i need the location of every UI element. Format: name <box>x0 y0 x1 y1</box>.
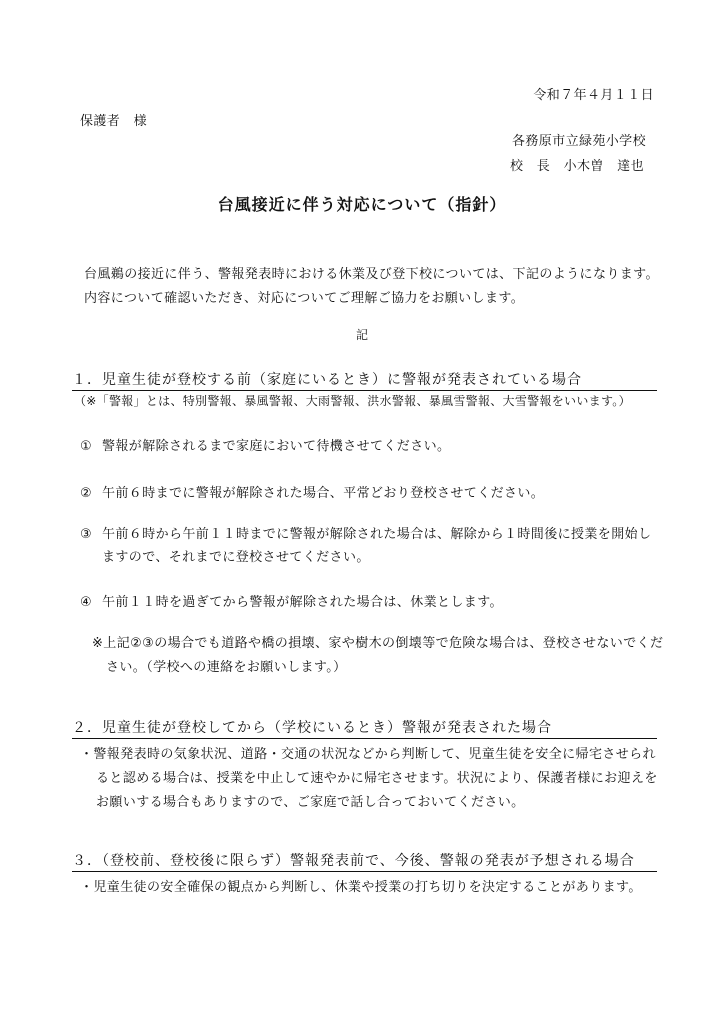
item-text: 午前６時までに警報が解除された場合、平常どおり登校させてください。 <box>102 486 545 501</box>
section-1-remark-line-2: さい。（学校への連絡をお願いします。） <box>106 660 347 675</box>
section-1-note: （※「警報」とは、特別警報、暴風警報、大雨警報、洪水警報、暴風雪警報、大雪警報をいいます。） <box>74 394 631 408</box>
section-2-heading: ２．児童生徒が登校してから（学校にいるとき）警報が発表された場合 <box>72 717 657 739</box>
item-number: ③ <box>80 527 93 542</box>
document-date: 令和７年４月１１日 <box>533 88 654 103</box>
list-item <box>80 435 450 454</box>
item-number: ① <box>80 439 93 454</box>
section-1-heading: １．児童生徒が登校する前（家庭にいるとき）に警報が発表されている場合 <box>72 369 657 391</box>
item-text: 午前１１時を過ぎてから警報が解除された場合は、休業とします。 <box>102 595 503 610</box>
item-number: ② <box>80 486 93 501</box>
list-item <box>80 482 544 501</box>
principal-name: 校 長 小木曽 達也 <box>509 159 644 174</box>
intro-line-1: 台風鵜の接近に伴う、警報発表時における休業及び登下校については、下記のようになります。 <box>84 267 659 282</box>
item-text-continued: ますので、それまでに登校させてください。 <box>102 550 370 565</box>
ki-marker: 記 <box>355 328 368 342</box>
section-2-line-2: ると認める場合は、授業を中止して速やかに帰宅させます。状況により、保護者様にお迎えを <box>96 771 658 786</box>
section-2-line-1: ・警報発表時の気象状況、道路・交通の状況などから判断して、児童生徒を安全に帰宅させられ <box>80 747 656 762</box>
section-2-line-3: お願いする場合もありますので、ご家庭で話し合っておいてください。 <box>96 795 525 810</box>
list-item <box>80 523 651 542</box>
item-text: 警報が解除されるまで家庭において待機させてください。 <box>102 439 451 454</box>
item-text: 午前６時から午前１１時までに警報が解除された場合は、解除から１時間後に授業を開始し <box>102 527 652 542</box>
list-item <box>80 591 503 610</box>
document-title: 台風接近に伴う対応について（指針） <box>217 195 507 214</box>
section-1-remark-line-1: ※上記②③の場合でも道路や橋の損壊、家や樹木の倒壊等で危険な場合は、登校させないでくだ <box>92 636 664 651</box>
section-3-heading: ３．（登校前、登校後に限らず）警報発表前で、今後、警報の発表が予想される場合 <box>72 850 657 872</box>
intro-line-2: 内容について確認いただき、対応についてご理解ご協力をお願いします。 <box>84 291 525 306</box>
section-3-line-1: ・児童生徒の安全確保の観点から判断し、休業や授業の打ち切りを決定することがあります。 <box>80 880 642 895</box>
item-number: ④ <box>80 595 93 610</box>
school-name: 各務原市立緑苑小学校 <box>511 134 646 149</box>
addressee: 保護者 様 <box>80 114 148 129</box>
